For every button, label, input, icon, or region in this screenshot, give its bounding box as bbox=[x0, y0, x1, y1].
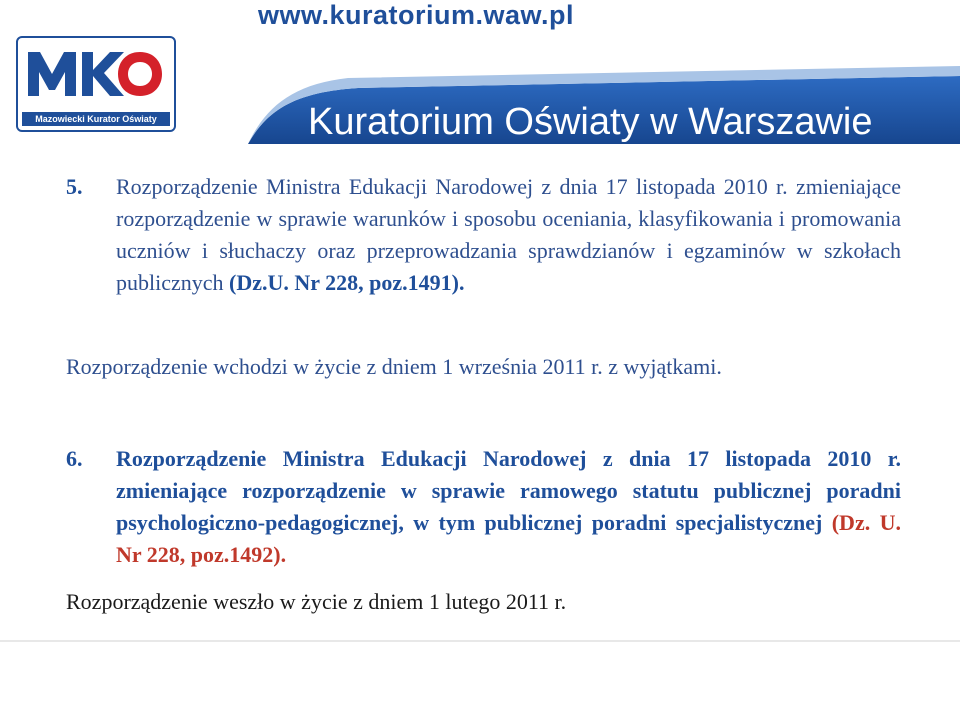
list-item bbox=[116, 171, 901, 299]
page-header bbox=[0, 0, 960, 148]
item-number: 5. bbox=[66, 174, 83, 199]
item-citation: (Dz.U. Nr 228, poz.1491). bbox=[229, 270, 465, 295]
item-note: Rozporządzenie wchodzi w życie z dniem 1 września 2011 r. z wyjątkami. bbox=[66, 354, 722, 379]
logo-caption: Mazowiecki Kurator Oświaty bbox=[22, 112, 170, 126]
site-url[interactable]: www.kuratorium.waw.pl bbox=[258, 0, 575, 30]
divider bbox=[0, 640, 960, 642]
item-text: Rozporządzenie Ministra Edukacji Narodowej z dnia 17 listopada 2010 r. zmieniające rozporządzenie w sprawie warunków i sposobu oceniania, klasyfikowania i promowania uczniów i słuchaczy oraz przeprowadzania sprawdzianów i egzaminów w szkołach publicznych bbox=[116, 174, 901, 295]
item-citation: (Dz. U. Nr 228, poz.1492). bbox=[116, 510, 901, 567]
item-number: 6. bbox=[66, 446, 83, 471]
banner-title: Kuratorium Oświaty w Warszawie bbox=[308, 101, 873, 143]
item-text: Rozporządzenie Ministra Edukacji Narodowej z dnia 17 listopada 2010 r. zmieniające rozporządzenie w sprawie ramowego statutu publicznej poradni psychologiczno-pedagogicznej, w tym publicznej poradni specjalistycznej bbox=[116, 446, 901, 535]
item-note: Rozporządzenie weszło w życie z dniem 1 lutego 2011 r. bbox=[66, 589, 567, 614]
mko-logo-mark bbox=[18, 38, 170, 108]
mko-logo bbox=[16, 36, 176, 132]
header-banner bbox=[248, 48, 960, 144]
list-item bbox=[116, 443, 901, 571]
